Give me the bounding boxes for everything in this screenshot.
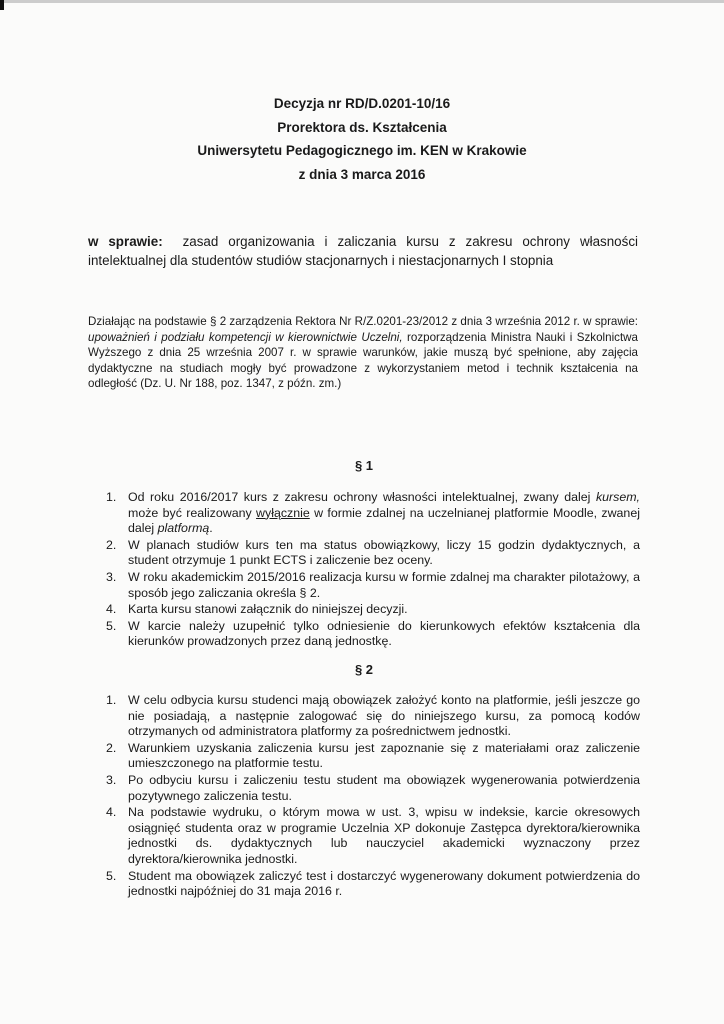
basis-text-1: Działając na podstawie § 2 zarządzenia Rektora Nr R/Z.0201-23/2012 z dnia 3 września 2012 r. w sprawie: [88,315,638,328]
legal-basis [88,314,638,392]
decision-date: z dnia 3 marca 2016 [298,166,426,182]
item-number: 2. [106,537,117,552]
item-text: Karta kursu stanowi załącznik do niniejszej decyzji. [128,602,408,617]
item-number: 1. [106,693,117,707]
scan-corner-mark [0,0,4,10]
item-number: 3. [106,569,117,584]
item-number: 5. [106,868,117,883]
section-1-title: § 1 [354,458,374,473]
item-text: w formie zdalnej na uczelnianej platformie Moodle, zwanej dalej [128,505,640,536]
list-item [100,570,640,601]
list-item [100,538,640,569]
section-2-title: § 2 [354,662,374,677]
decision-subject [88,232,638,270]
basis-italic: upoważnień i podziału kompetencji w kierownictwie Uczelni, [88,330,403,344]
item-number: 4. [106,602,117,617]
item-text: może być realizowany [128,505,252,520]
issuer-title: Prorektora ds. Kształcenia [277,119,447,135]
item-text: Na podstawie wydruku, o którym mowa w ust. 3, wpisu w indeksie, karcie okresowych osiągnięć studenta oraz w programie Uczelnia XP dokonuje Zastępca dyrektora/kierownika jednostki ds. dydaktycznych lub nauczyciel akademicki wyznaczony przez dyrektora/kierownika jednostki. [128,805,640,866]
item-underline: wyłącznie [256,505,310,520]
item-number: 3. [106,772,117,787]
section-2-list [100,693,640,901]
item-italic: platformą [157,521,210,536]
item-text: Od roku 2016/2017 kurs z zakresu ochrony własności intelektualnej, zwany dalej [128,490,591,504]
item-text: W karcie należy uzupełnić tylko odniesienie do kierunkowych efektów kształcenia dla kierunków prowadzonych przez daną jednostkę. [128,618,640,649]
item-text: . [209,521,213,536]
list-item [100,693,640,740]
list-item [100,773,640,804]
subject-text: zasad organizowania i zaliczania kursu z zakresu ochrony własności intelektualnej dla studentów studiów stacjonarnych i niestacjonarnych I stopnia [88,234,638,268]
item-text: W roku akademickim 2015/2016 realizacja kursu w formie zdalnej ma charakter pilotażowy, a sposób jego zaliczania określa § 2. [128,569,640,600]
list-item [100,805,640,867]
section-1-list [100,490,640,651]
decision-heading [0,92,724,186]
list-item [100,741,640,772]
item-text: Warunkiem uzyskania zaliczenia kursu jest zapoznanie się z materiałami oraz zaliczenie umieszczonego na platformie testu. [128,740,640,771]
basis-text-2: rozporządzenia Ministra Nauki i Szkolnictwa Wyższego z dnia 25 września 2007 r. w sprawie warunków, jakie muszą być spełnione, aby zajęcia dydaktyczne na studiach mogły być prowadzone z wykorzystaniem metod i technik kształcenia na odległość (Dz. U. Nr 188, poz. 1347, z późn. zm.) [88,330,638,391]
item-number: 2. [106,740,117,755]
item-text: W planach studiów kurs ten ma status obowiązkowy, liczy 15 godzin dydaktycznych, a student otrzymuje 1 punkt ECTS i zaliczenie bez oceny. [128,537,640,568]
item-number: 5. [106,618,117,633]
item-number: 4. [106,805,117,820]
item-text: Student ma obowiązek zaliczyć test i dostarczyć wygenerowany dokument potwierdzenia do jednostki najpóźniej do 31 maja 2016 r. [128,868,640,899]
decision-number: Decyzja nr RD/D.0201-10/16 [273,96,451,111]
list-item [100,490,640,537]
item-number: 1. [106,490,117,504]
university-name: Uniwersytetu Pedagogicznego im. KEN w Krakowie [197,143,527,158]
subject-label: w sprawie: [88,234,163,249]
list-item [100,602,640,618]
item-italic: kursem, [595,490,641,504]
item-text: Po odbyciu kursu i zaliczeniu testu student ma obowiązek wygenerowania potwierdzenia pozytywnego zaliczenia testu. [128,772,640,803]
item-text: W celu odbycia kursu studenci mają obowiązek założyć konto na platformie, jeśli jeszcze go nie posiadają, a następnie zalogować się do niniejszego kursu, za pomocą kodów otrzymanych od administratora platformy za pośrednictwem jednostki. [128,693,640,739]
scan-edge-line [0,0,724,3]
list-item [100,619,640,650]
list-item [100,869,640,900]
